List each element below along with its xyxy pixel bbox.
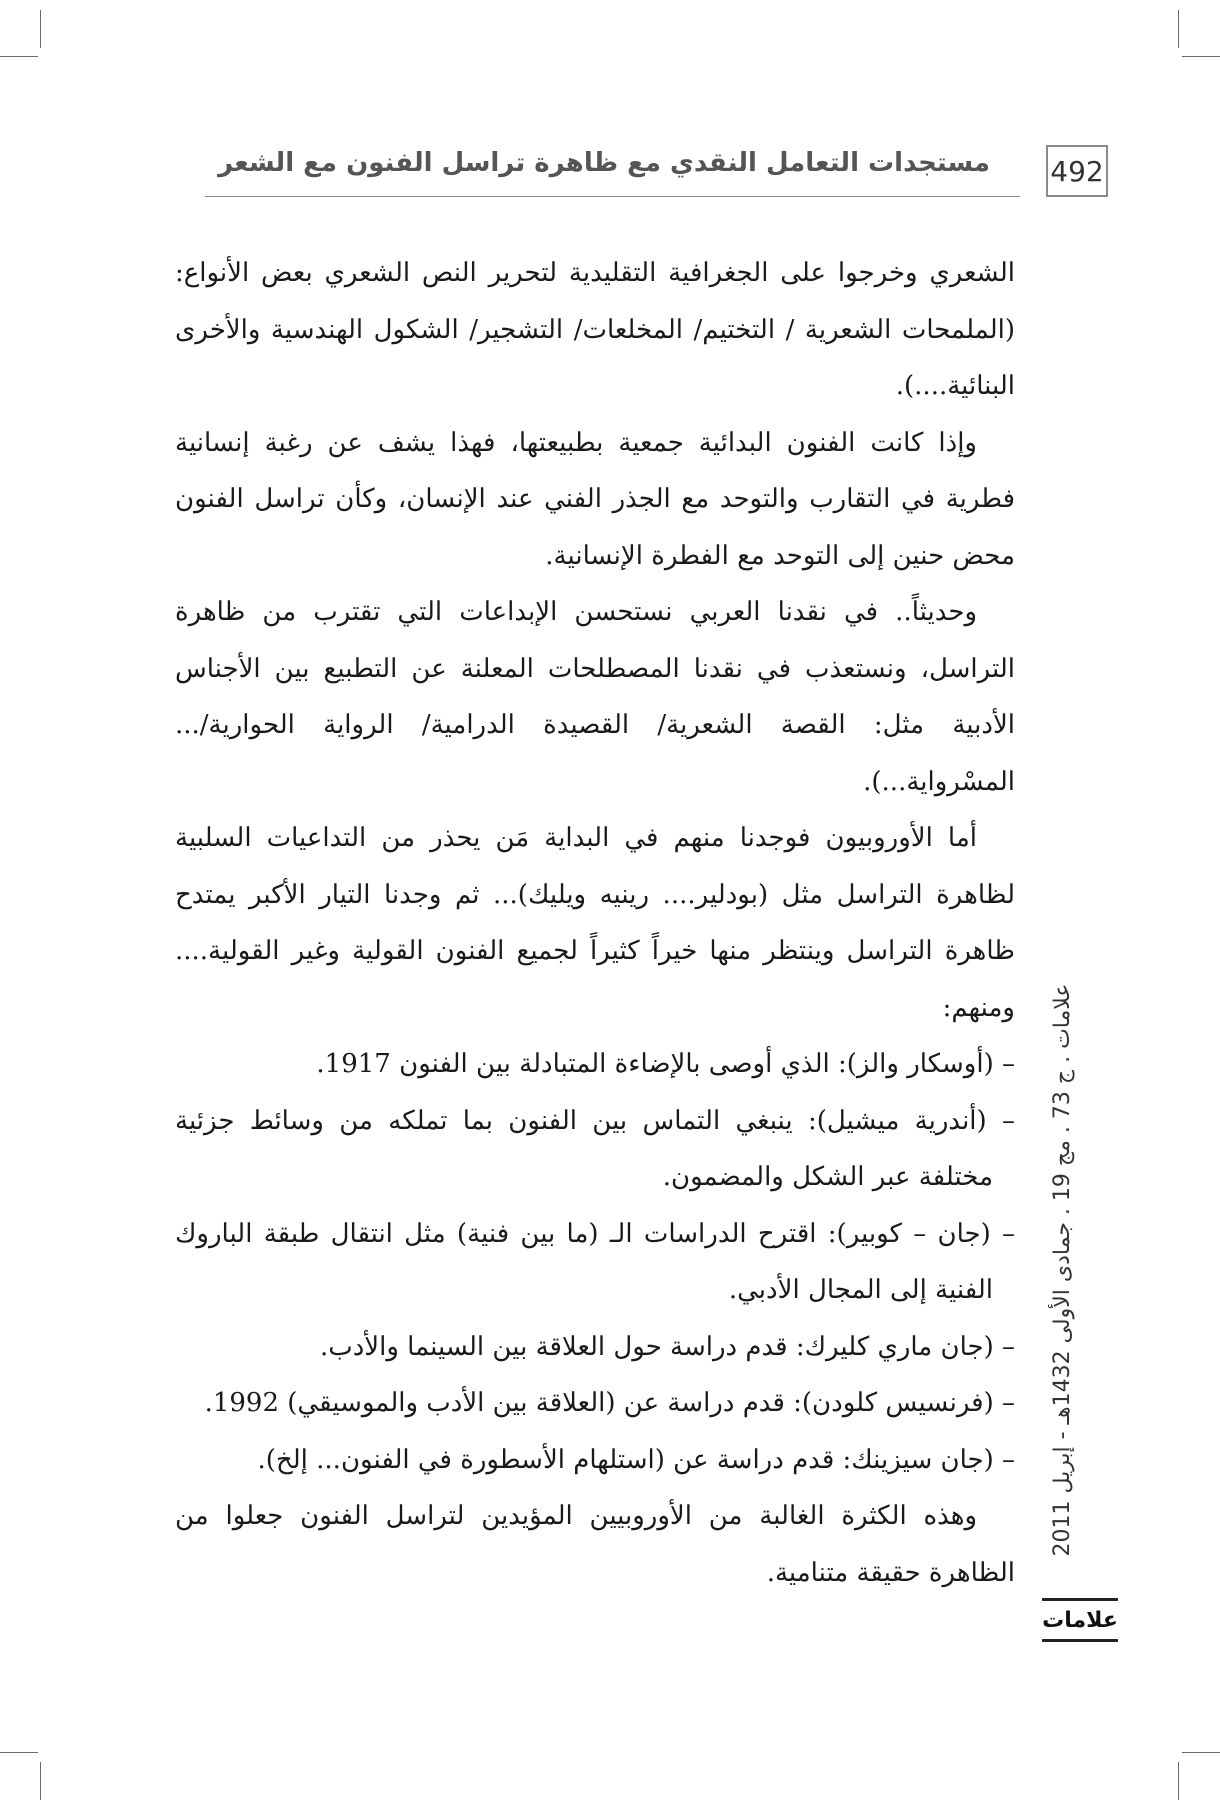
- journal-info-strip: [1050, 960, 1090, 1580]
- crop-mark-top-left: [40, 10, 41, 48]
- paragraph-1: الشعري وخرجوا على الجغرافية التقليدية لتحرير النص الشعري بعض الأنواع: (الملمحات الشعرية / التختيم/ المخلعات/ التشجير/ الشكول الهندسية والأخرى البنائية....).: [175, 258, 1015, 401]
- paragraph-2: وإذا كانت الفنون البدائية جمعية بطبيعتها، فهذا يشف عن رغبة إنسانية فطرية في التقارب والتوحد مع الجذر الفني عند الإنسان، وكأن تراسل الفنون محض حنين إلى التوحد مع الفطرة الإنسانية.: [175, 427, 1015, 571]
- list-item: – (أوسكار والز): الذي أوصى بالإضاءة المتبادلة بين الفنون 1917.: [316, 1049, 1015, 1079]
- running-title: مستجدات التعامل النقدي مع ظاهرة تراسل الفنون مع الشعر: [218, 148, 990, 178]
- list-item: – (جان – كوبير): اقترح الدراسات الـ (ما بين فنية) مثل انتقال طبقة الباروك الفنية إلى المجال الأدبي.: [175, 1218, 1015, 1305]
- crop-mark-top-right: [1178, 10, 1179, 48]
- crop-mark-top-left-h: [0, 56, 38, 57]
- crop-mark-top-right-h: [1182, 56, 1220, 57]
- crop-mark-bottom-left: [40, 1762, 41, 1800]
- crop-mark-bottom-left-h: [0, 1752, 38, 1753]
- list-item: – (جان ماري كليرك: قدم دراسة حول العلاقة بين السينما والأدب.: [319, 1331, 1015, 1362]
- list-item: – (فرنسيس كلودن): قدم دراسة عن (العلاقة بين الأدب والموسيقي) 1992.: [204, 1388, 1015, 1418]
- crop-mark-bottom-right-h: [1182, 1752, 1220, 1753]
- paragraph-3: وحديثاً.. في نقدنا العربي نستحسن الإبداعات التي تقترب من ظاهرة التراسل، ونستعذب في نقدنا المصطلحات المعلنة عن التطبيع بين الأجناس الأدبية مثل: القصة الشعرية/ القصيدة الدرامية/ الرواية الحوارية/... المسْرواية...).: [175, 597, 1015, 797]
- header-rule: [205, 196, 1020, 197]
- journal-info: علامات . ج 73 . مج 19 . جمادى الأولى 1432هـ - إبريل 2011: [1050, 983, 1075, 1557]
- body-text: [175, 245, 1015, 1601]
- paragraph-4: أما الأوروبيون فوجدنا منهم في البداية مَن يحذر من التداعيات السلبية لظاهرة التراسل مثل (بودلير.... رينيه ويليك)... ثم وجدنا التيار الأكبر يمتدح ظاهرة التراسل وينتظر منها خيراً كثيراً لجميع الفنون القولية وغير القولية.... ومنهم:: [175, 823, 1015, 1023]
- paragraph-5: وهذه الكثرة الغالبة من الأوروبيين المؤيدين لتراسل الفنون جعلوا من الظاهرة حقيقة متنامية.: [175, 1501, 1015, 1588]
- journal-logo: علامات: [1042, 1598, 1118, 1642]
- list-item: – (جان سيزينك: قدم دراسة عن (استلهام الأسطورة في الفنون... إلخ).: [257, 1444, 1015, 1475]
- page-number: 492: [1046, 145, 1108, 197]
- crop-mark-bottom-right: [1178, 1762, 1179, 1800]
- list-item: – (أندرية ميشيل): ينبغي التماس بين الفنون بما تملكه من وسائط جزئية مختلفة عبر الشكل والمضمون.: [175, 1105, 1015, 1192]
